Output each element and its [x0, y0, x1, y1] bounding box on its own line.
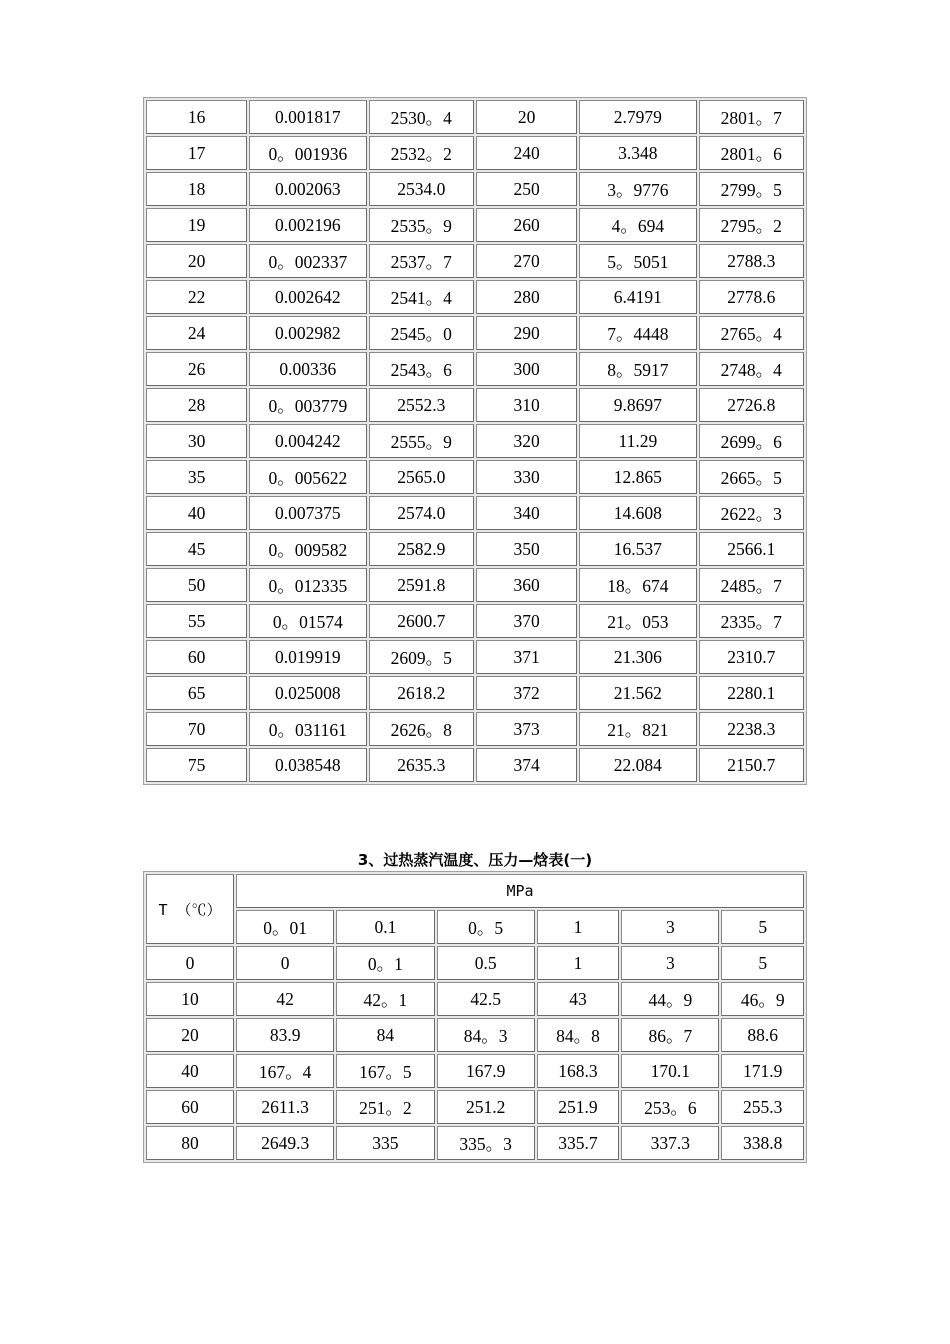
enthalpy-cell: 84 [336, 1018, 434, 1052]
table-cell: 3。9776 [579, 172, 696, 206]
table-cell: 2591.8 [369, 568, 474, 602]
table-cell: 2699。6 [699, 424, 805, 458]
pressure-header-cell: 0。5 [437, 910, 535, 944]
table-cell: 2582.9 [369, 532, 474, 566]
table-cell: 2626。8 [369, 712, 474, 746]
enthalpy-cell: 335。3 [437, 1126, 535, 1160]
enthalpy-cell: 86。7 [621, 1018, 719, 1052]
table-row [146, 460, 804, 494]
table-cell: 360 [476, 568, 577, 602]
table-row [146, 388, 804, 422]
superheated-table-caption: 3、过热蒸汽温度、压力—焓表(一) [357, 851, 593, 869]
table-row [146, 172, 804, 206]
table-cell: 7。4448 [579, 316, 696, 350]
temperature-cell: 0 [146, 946, 234, 980]
enthalpy-cell: 5 [721, 946, 804, 980]
table-row [146, 100, 804, 134]
table-cell: 240 [476, 136, 577, 170]
table-row [146, 946, 804, 980]
table-cell: 2552.3 [369, 388, 474, 422]
enthalpy-cell: 84。8 [537, 1018, 619, 1052]
table-cell: 2310.7 [699, 640, 805, 674]
table-cell: 270 [476, 244, 577, 278]
table-cell: 22.084 [579, 748, 696, 782]
table-cell: 2609。5 [369, 640, 474, 674]
table-cell: 371 [476, 640, 577, 674]
table-cell: 0.007375 [249, 496, 366, 530]
table-cell: 0。005622 [249, 460, 366, 494]
table-row [146, 280, 804, 314]
table-cell: 0.002982 [249, 316, 366, 350]
table-cell: 11.29 [579, 424, 696, 458]
table-cell: 2335。7 [699, 604, 805, 638]
table-cell: 0.002063 [249, 172, 366, 206]
table-cell: 21.562 [579, 676, 696, 710]
table-cell: 2150.7 [699, 748, 805, 782]
table-row [146, 1090, 804, 1124]
table-cell: 60 [146, 640, 247, 674]
table-cell: 0.002196 [249, 208, 366, 242]
table-cell: 6.4191 [579, 280, 696, 314]
table-row [146, 604, 804, 638]
table-cell: 0.002642 [249, 280, 366, 314]
table-cell: 21。053 [579, 604, 696, 638]
enthalpy-cell: 83.9 [236, 1018, 334, 1052]
table-cell: 373 [476, 712, 577, 746]
table-cell: 50 [146, 568, 247, 602]
enthalpy-cell: 338.8 [721, 1126, 804, 1160]
enthalpy-cell: 251.9 [537, 1090, 619, 1124]
table-cell: 2801。6 [699, 136, 805, 170]
enthalpy-cell: 168.3 [537, 1054, 619, 1088]
table-cell: 21.306 [579, 640, 696, 674]
temperature-cell: 40 [146, 1054, 234, 1088]
table-row [146, 640, 804, 674]
table-cell: 2618.2 [369, 676, 474, 710]
table-cell: 2555。9 [369, 424, 474, 458]
temperature-header: T （℃） [146, 874, 234, 944]
enthalpy-cell: 167。4 [236, 1054, 334, 1088]
enthalpy-cell: 170.1 [621, 1054, 719, 1088]
table-cell: 2485。7 [699, 568, 805, 602]
table-cell: 12.865 [579, 460, 696, 494]
table-cell: 18。674 [579, 568, 696, 602]
pressure-header-cell: 3 [621, 910, 719, 944]
enthalpy-cell: 2649.3 [236, 1126, 334, 1160]
table-cell: 300 [476, 352, 577, 386]
table-cell: 2726.8 [699, 388, 805, 422]
table-row [146, 568, 804, 602]
table-cell: 2778.6 [699, 280, 805, 314]
table-cell: 22 [146, 280, 247, 314]
table-cell: 370 [476, 604, 577, 638]
table-cell: 260 [476, 208, 577, 242]
pressure-header-cell: 0。01 [236, 910, 334, 944]
enthalpy-cell: 251。2 [336, 1090, 434, 1124]
table-cell: 0。012335 [249, 568, 366, 602]
enthalpy-cell: 171.9 [721, 1054, 804, 1088]
table-cell: 2537。7 [369, 244, 474, 278]
table-cell: 65 [146, 676, 247, 710]
table-cell: 2801。7 [699, 100, 805, 134]
table-cell: 14.608 [579, 496, 696, 530]
table-cell: 0.038548 [249, 748, 366, 782]
enthalpy-cell: 167.9 [437, 1054, 535, 1088]
table-cell: 2535。9 [369, 208, 474, 242]
temperature-cell: 80 [146, 1126, 234, 1160]
table-cell: 2622。3 [699, 496, 805, 530]
table-cell: 2799。5 [699, 172, 805, 206]
table-cell: 330 [476, 460, 577, 494]
enthalpy-cell: 0。1 [336, 946, 434, 980]
table-cell: 8。5917 [579, 352, 696, 386]
enthalpy-cell: 42 [236, 982, 334, 1016]
table-cell: 310 [476, 388, 577, 422]
table-cell: 26 [146, 352, 247, 386]
table-cell: 0.001817 [249, 100, 366, 134]
table-cell: 0。031161 [249, 712, 366, 746]
enthalpy-cell: 167。5 [336, 1054, 434, 1088]
table-cell: 2574.0 [369, 496, 474, 530]
table-cell: 320 [476, 424, 577, 458]
table-row [146, 244, 804, 278]
enthalpy-cell: 0 [236, 946, 334, 980]
table-row [146, 136, 804, 170]
table-row [146, 982, 804, 1016]
enthalpy-cell: 255.3 [721, 1090, 804, 1124]
table-cell: 2534.0 [369, 172, 474, 206]
temperature-cell: 60 [146, 1090, 234, 1124]
table-cell: 0.019919 [249, 640, 366, 674]
enthalpy-cell: 42。1 [336, 982, 434, 1016]
table-cell: 24 [146, 316, 247, 350]
enthalpy-cell: 1 [537, 946, 619, 980]
pressure-unit-header: MPa [236, 874, 804, 908]
table-cell: 2765。4 [699, 316, 805, 350]
table-row [146, 316, 804, 350]
enthalpy-cell: 0.5 [437, 946, 535, 980]
table-cell: 18 [146, 172, 247, 206]
enthalpy-cell: 2611.3 [236, 1090, 334, 1124]
table-cell: 3.348 [579, 136, 696, 170]
enthalpy-cell: 43 [537, 982, 619, 1016]
temperature-cell: 10 [146, 982, 234, 1016]
superheated-steam-table [143, 871, 807, 1163]
table-cell: 2532。2 [369, 136, 474, 170]
enthalpy-cell: 88.6 [721, 1018, 804, 1052]
table-cell: 340 [476, 496, 577, 530]
enthalpy-cell: 3 [621, 946, 719, 980]
table-cell: 2600.7 [369, 604, 474, 638]
table-cell: 2788.3 [699, 244, 805, 278]
table-cell: 2748。4 [699, 352, 805, 386]
table-cell: 250 [476, 172, 577, 206]
table-row [146, 676, 804, 710]
table-cell: 2543。6 [369, 352, 474, 386]
enthalpy-cell: 42.5 [437, 982, 535, 1016]
superheated-header-row [146, 874, 804, 908]
table-cell: 0。002337 [249, 244, 366, 278]
table-cell: 16.537 [579, 532, 696, 566]
table-row [146, 352, 804, 386]
table-cell: 0.004242 [249, 424, 366, 458]
table-cell: 0。01574 [249, 604, 366, 638]
table-cell: 290 [476, 316, 577, 350]
table-cell: 372 [476, 676, 577, 710]
saturated-steam-table-body [146, 100, 804, 782]
enthalpy-cell: 335.7 [537, 1126, 619, 1160]
table-cell: 0。003779 [249, 388, 366, 422]
table-cell: 5。5051 [579, 244, 696, 278]
saturated-steam-table [143, 97, 807, 785]
pressure-header-cell: 0.1 [336, 910, 434, 944]
table-cell: 2541。4 [369, 280, 474, 314]
table-cell: 2530。4 [369, 100, 474, 134]
table-cell: 20 [146, 244, 247, 278]
enthalpy-cell: 335 [336, 1126, 434, 1160]
table-cell: 17 [146, 136, 247, 170]
table-cell: 374 [476, 748, 577, 782]
table-cell: 70 [146, 712, 247, 746]
table-cell: 21。821 [579, 712, 696, 746]
table-row [146, 424, 804, 458]
table-cell: 2566.1 [699, 532, 805, 566]
table-row [146, 496, 804, 530]
enthalpy-cell: 44。9 [621, 982, 719, 1016]
table-cell: 55 [146, 604, 247, 638]
table-cell: 75 [146, 748, 247, 782]
superheated-steam-table-body [146, 874, 804, 1160]
table-cell: 9.8697 [579, 388, 696, 422]
table-row [146, 712, 804, 746]
pressure-values-row [146, 910, 804, 944]
table-cell: 2635.3 [369, 748, 474, 782]
table-cell: 28 [146, 388, 247, 422]
enthalpy-cell: 251.2 [437, 1090, 535, 1124]
table-cell: 2565.0 [369, 460, 474, 494]
table-cell: 30 [146, 424, 247, 458]
table-row [146, 532, 804, 566]
table-cell: 0.00336 [249, 352, 366, 386]
table-row [146, 748, 804, 782]
table-cell: 350 [476, 532, 577, 566]
table-cell: 2280.1 [699, 676, 805, 710]
table-cell: 0.025008 [249, 676, 366, 710]
table-cell: 0。009582 [249, 532, 366, 566]
table-cell: 45 [146, 532, 247, 566]
table-cell: 4。694 [579, 208, 696, 242]
enthalpy-cell: 337.3 [621, 1126, 719, 1160]
table-cell: 16 [146, 100, 247, 134]
enthalpy-cell: 46。9 [721, 982, 804, 1016]
table-cell: 40 [146, 496, 247, 530]
table-cell: 2795。2 [699, 208, 805, 242]
table-cell: 0。001936 [249, 136, 366, 170]
pressure-header-cell: 1 [537, 910, 619, 944]
table-row [146, 208, 804, 242]
table-cell: 2545。0 [369, 316, 474, 350]
table-cell: 20 [476, 100, 577, 134]
pressure-header-cell: 5 [721, 910, 804, 944]
table-cell: 2665。5 [699, 460, 805, 494]
table-row [146, 1126, 804, 1160]
temperature-cell: 20 [146, 1018, 234, 1052]
table-row [146, 1054, 804, 1088]
enthalpy-cell: 253。6 [621, 1090, 719, 1124]
enthalpy-cell: 84。3 [437, 1018, 535, 1052]
table-cell: 19 [146, 208, 247, 242]
table-cell: 2.7979 [579, 100, 696, 134]
table-cell: 35 [146, 460, 247, 494]
table-cell: 2238.3 [699, 712, 805, 746]
table-cell: 280 [476, 280, 577, 314]
table-row [146, 1018, 804, 1052]
